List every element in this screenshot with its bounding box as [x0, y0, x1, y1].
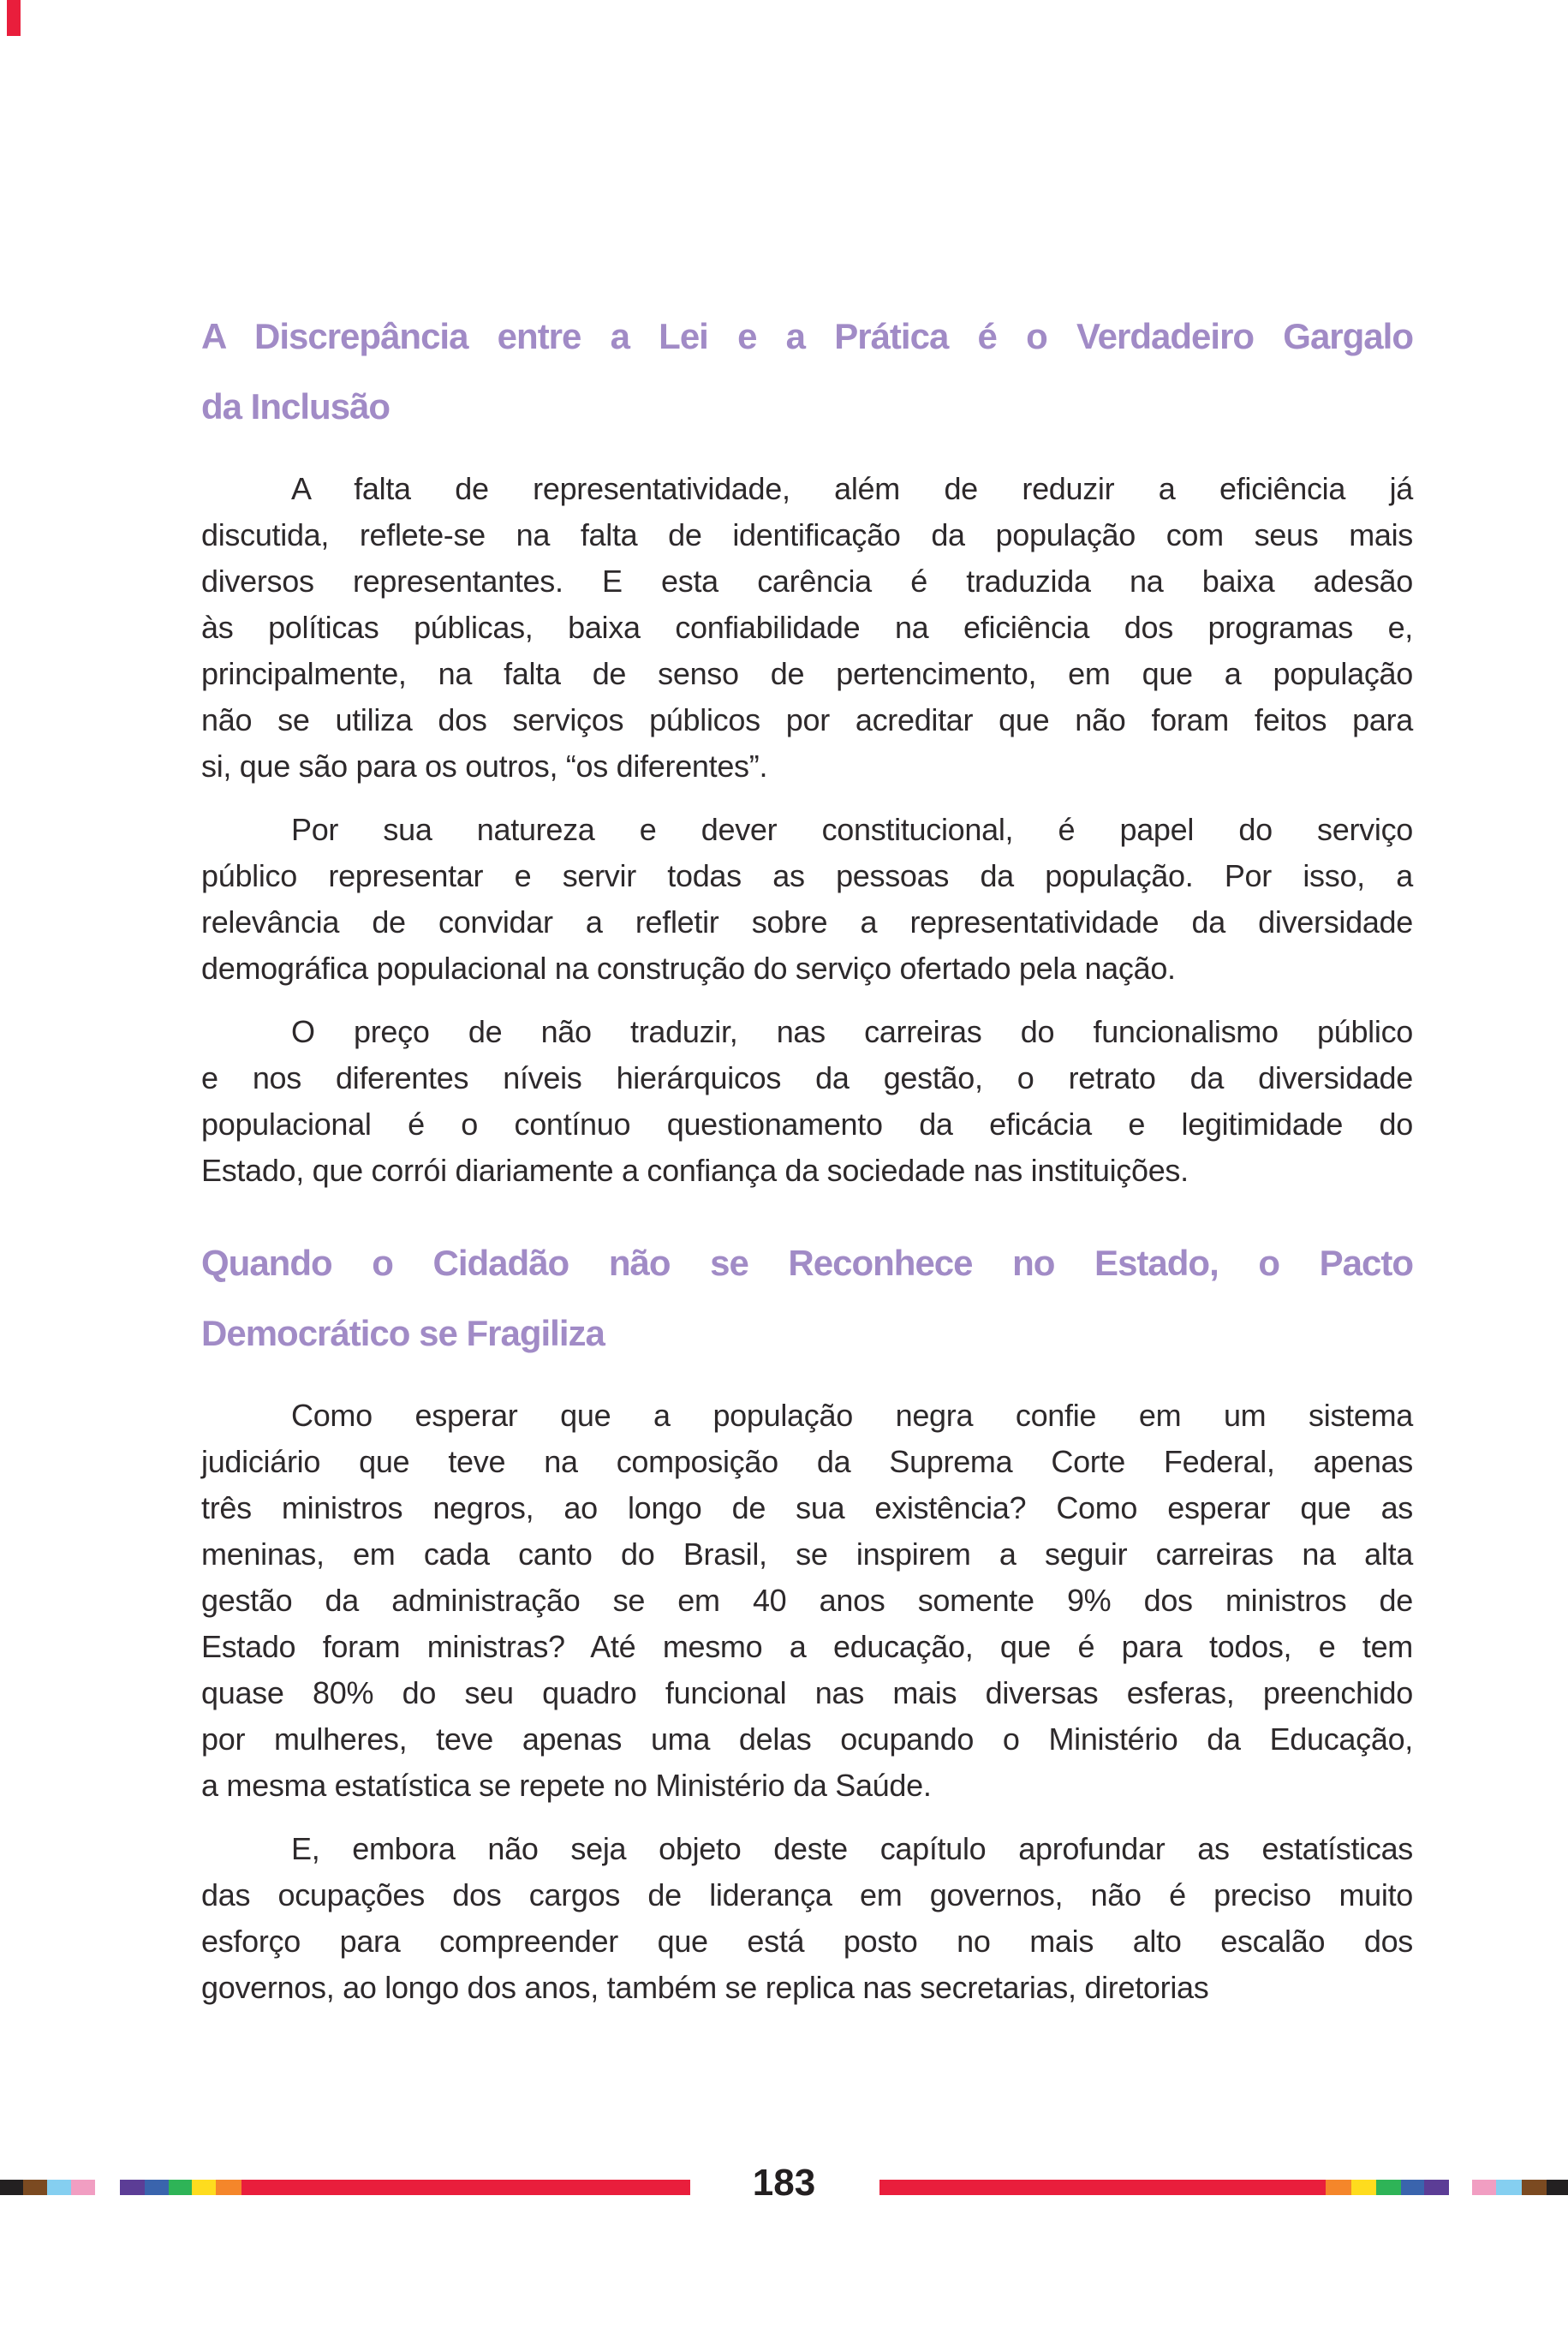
paragraph-4: [201, 1393, 1413, 1809]
text-line: populacional é o contínuo questionamento da eficácia e legitimidade do: [201, 1107, 1413, 1142]
text-line: esforço para compreender que está posto no mais alto escalão dos: [201, 1924, 1413, 1959]
paragraph-1: [201, 466, 1413, 790]
paragraph-3: [201, 1009, 1413, 1194]
text-line: relevância de convidar a refletir sobre a representatividade da diversidade: [201, 904, 1413, 940]
text-line: Estado foram ministras? Até mesmo a educação, que é para todos, e tem: [201, 1629, 1413, 1664]
heading-line: da Inclusão: [201, 386, 391, 427]
page-content: [201, 301, 1413, 2028]
section-heading-pacto-democratico: [201, 1228, 1413, 1369]
text-line: por mulheres, teve apenas uma delas ocupando o Ministério da Educação,: [201, 1721, 1413, 1757]
text-line: três ministros negros, ao longo de sua existência? Como esperar que as: [201, 1490, 1413, 1525]
text-line: discutida, reflete-se na falta de identificação da população com seus mais: [201, 517, 1413, 552]
heading-line: Quando o Cidadão não se Reconhece no Estado, o Pacto: [201, 1243, 1413, 1283]
text-line: Por sua natureza e dever constitucional, é papel do serviço: [291, 812, 1413, 847]
paragraph-2: [201, 807, 1413, 992]
text-line: A falta de representatividade, além de reduzir a eficiência já: [291, 471, 1413, 506]
text-line: meninas, em cada canto do Brasil, se inspirem a seguir carreiras na alta: [201, 1536, 1413, 1572]
text-line: a mesma estatística se repete no Ministério da Saúde.: [201, 1768, 932, 1803]
text-line: público representar e servir todas as pessoas da população. Por isso, a: [201, 858, 1413, 893]
text-line: O preço de não traduzir, nas carreiras do funcionalismo público: [291, 1014, 1413, 1049]
text-line: não se utiliza dos serviços públicos por acreditar que não foram feitos para: [201, 702, 1413, 737]
section-heading-discrepancia: [201, 301, 1413, 442]
text-line: principalmente, na falta de senso de pertencimento, em que a população: [201, 656, 1413, 691]
text-line: demográfica populacional na construção do serviço ofertado pela nação.: [201, 951, 1176, 986]
text-line: quase 80% do seu quadro funcional nas mais diversas esferas, preenchido: [201, 1675, 1413, 1710]
top-left-red-mark: [7, 0, 21, 36]
page-number: 183: [752, 2162, 816, 2204]
text-line: às políticas públicas, baixa confiabilidade na eficiência dos programas e,: [201, 610, 1413, 645]
text-line: gestão da administração se em 40 anos somente 9% dos ministros de: [201, 1583, 1413, 1618]
text-line: das ocupações dos cargos de liderança em governos, não é preciso muito: [201, 1877, 1413, 1912]
paragraph-5: [201, 1826, 1413, 2011]
text-line: E, embora não seja objeto deste capítulo aprofundar as estatísticas: [291, 1831, 1413, 1866]
text-line: diversos representantes. E esta carência é traduzida na baixa adesão: [201, 564, 1413, 599]
heading-line: Democrático se Fragiliza: [201, 1313, 605, 1353]
text-line: si, que são para os outros, “os diferentes”.: [201, 749, 768, 784]
text-line: Estado, que corrói diariamente a confiança da sociedade nas instituições.: [201, 1153, 1189, 1188]
heading-line: A Discrepância entre a Lei e a Prática é o Verdadeiro Gargalo: [201, 316, 1413, 356]
text-line: governos, ao longo dos anos, também se replica nas secretarias, diretorias: [201, 1970, 1209, 2005]
text-line: Como esperar que a população negra confie em um sistema: [291, 1398, 1413, 1433]
text-line: e nos diferentes níveis hierárquicos da gestão, o retrato da diversidade: [201, 1060, 1413, 1095]
text-line: judiciário que teve na composição da Suprema Corte Federal, apenas: [201, 1444, 1413, 1479]
